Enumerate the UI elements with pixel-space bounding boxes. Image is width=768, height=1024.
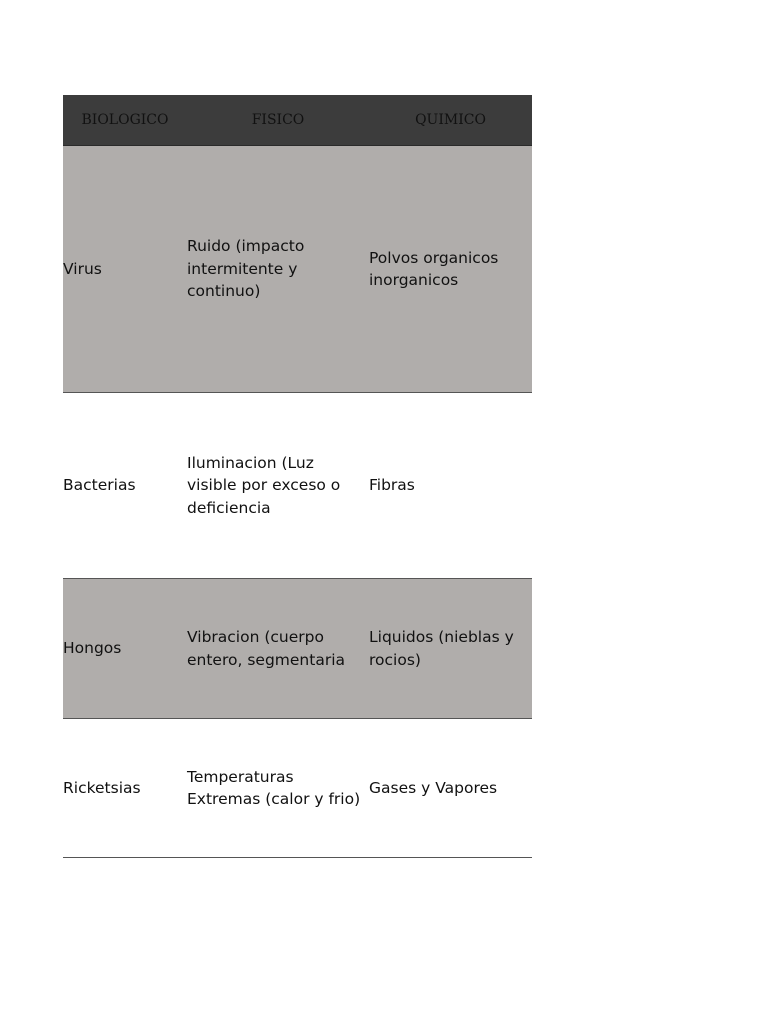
table-row [63, 579, 532, 719]
header-row [63, 95, 532, 146]
cell-biologico: Bacterias [63, 393, 187, 579]
table-body [63, 146, 532, 858]
cell-quimico: Gases y Vapores [369, 719, 532, 858]
cell-fisico: Ruido (impacto intermitente y continuo) [187, 146, 369, 393]
cell-fisico: Iluminacion (Luz visible por exceso o deficiencia [187, 393, 369, 579]
table-row [63, 146, 532, 393]
cell-biologico: Hongos [63, 579, 187, 719]
cell-quimico: Liquidos (nieblas y rocios) [369, 579, 532, 719]
cell-fisico: Vibracion (cuerpo entero, segmentaria [187, 579, 369, 719]
cell-fisico: Temperaturas Extremas (calor y frio) [187, 719, 369, 858]
cell-quimico: Polvos organicos inorganicos [369, 146, 532, 393]
risk-classification-table [63, 95, 532, 858]
header-fisico: FISICO [187, 95, 369, 146]
table-row [63, 393, 532, 579]
cell-biologico: Virus [63, 146, 187, 393]
header-quimico: QUIMICO [369, 95, 532, 146]
table-row [63, 719, 532, 858]
cell-biologico: Ricketsias [63, 719, 187, 858]
table-header [63, 95, 532, 146]
header-biologico: BIOLOGICO [63, 95, 187, 146]
cell-quimico: Fibras [369, 393, 532, 579]
